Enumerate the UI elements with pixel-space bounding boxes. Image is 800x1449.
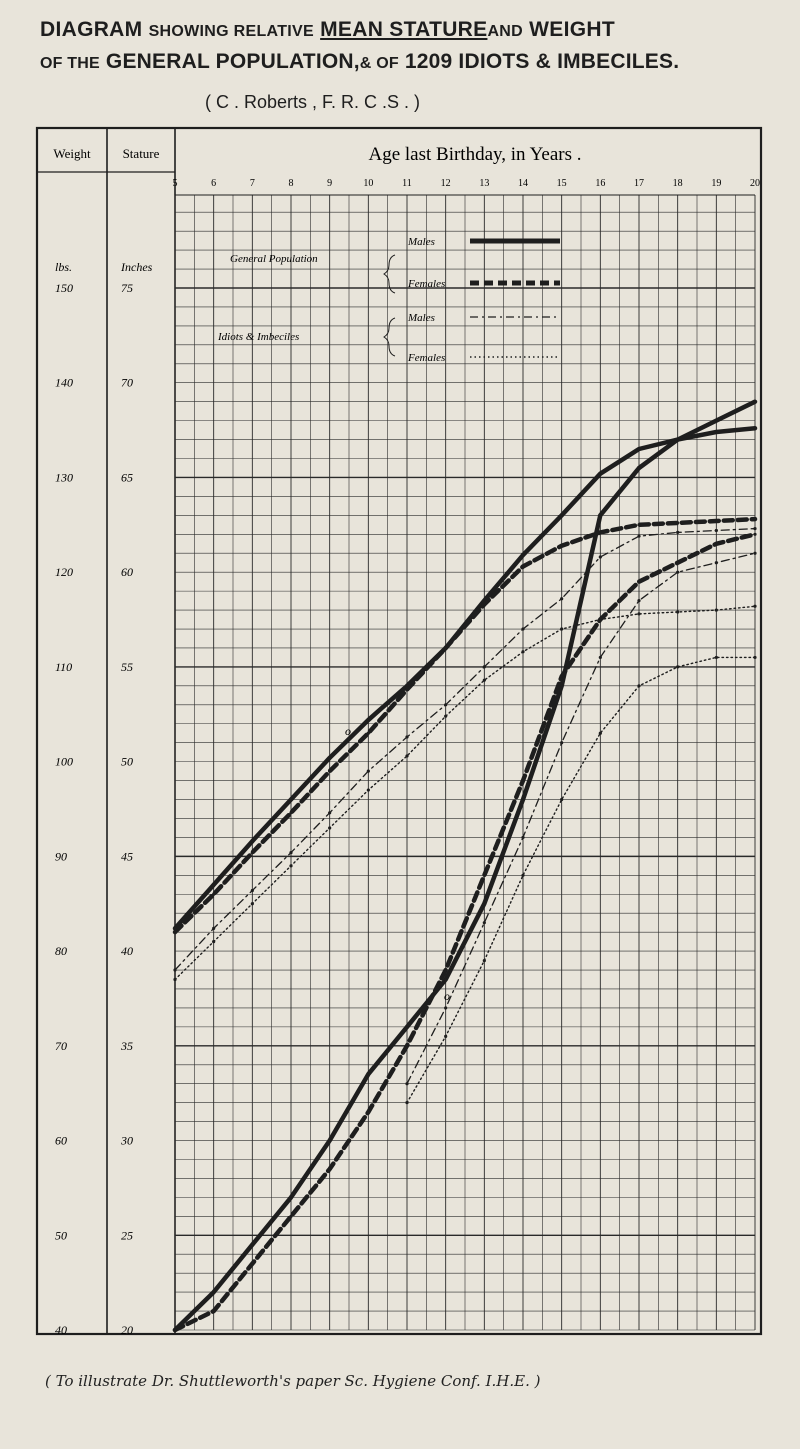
- general-males-stature-point: [637, 447, 640, 450]
- general-females-stature-point: [715, 519, 718, 522]
- idiots-females-stature-point: [483, 679, 486, 682]
- general-females-stature-point: [483, 603, 486, 606]
- weight-axis-header: Weight: [53, 146, 91, 161]
- general-females-weight-point: [753, 533, 756, 536]
- general-females-stature-point: [444, 646, 447, 649]
- age-tick-label: 10: [363, 178, 374, 189]
- general-males-stature-point: [599, 472, 602, 475]
- general-males-weight-point: [289, 1196, 292, 1199]
- stature-tick-label: 60: [121, 565, 133, 580]
- general-females-weight-point: [715, 542, 718, 545]
- weight-tick-label: 40: [55, 1323, 67, 1337]
- age-tick-label: 18: [672, 178, 683, 189]
- general-females-stature-point: [367, 732, 370, 735]
- weight-tick-label: 150: [55, 281, 73, 295]
- general-females-stature-point: [251, 851, 254, 854]
- title-idiots: 1209 IDIOTS & IMBECILES.: [404, 50, 680, 73]
- stature-tick-label: 55: [121, 659, 133, 674]
- idiots-females-stature-point: [251, 902, 254, 905]
- general-males-stature-point: [367, 718, 370, 721]
- stature-axis-header: Stature: [122, 146, 160, 161]
- weight-tick-label: 140: [55, 375, 73, 390]
- general-females-weight-point: [483, 874, 486, 877]
- general-males-weight-point: [328, 1139, 331, 1142]
- general-females-stature-point: [212, 893, 215, 896]
- title-diagram: DIAGRAM: [40, 18, 143, 41]
- legend-idiots-imbeciles: Idiots & Imbeciles: [218, 331, 300, 343]
- grid-lines: [175, 195, 755, 1330]
- chart-caption: ( To illustrate Dr. Shuttleworth's paper Sc. Hygiene Conf. I.H.E. ): [45, 1372, 541, 1390]
- idiots-females-stature-point: [367, 788, 370, 791]
- general-females-stature-point: [521, 565, 524, 568]
- idiots-females-weight-point: [483, 959, 486, 962]
- stature-tick-label: 20: [121, 1323, 133, 1337]
- age-tick-label: 5: [172, 178, 178, 189]
- general-males-stature-point: [560, 514, 563, 517]
- general-females-weight-point: [521, 779, 524, 782]
- general-males-weight-point: [367, 1073, 370, 1076]
- chart-author: ( C . Roberts , F. R. C .S . ): [205, 92, 421, 112]
- idiots-males-weight-point: [637, 599, 640, 602]
- chart-annotation: o: [345, 724, 351, 738]
- stature-tick-label: 40: [121, 944, 133, 959]
- general-females-weight-point: [405, 1044, 408, 1047]
- legend-brace-idiots: [384, 318, 395, 356]
- idiots-females-stature-point: [328, 826, 331, 829]
- idiots-males-weight-point: [405, 1082, 408, 1085]
- general-females-stature-point: [405, 688, 408, 691]
- idiots-females-weight-point: [599, 732, 602, 735]
- idiots-females-weight-point: [676, 665, 679, 668]
- idiots-males-weight-point: [444, 1006, 447, 1009]
- general-females-weight-point: [328, 1167, 331, 1170]
- general-males-weight-point: [753, 400, 756, 403]
- idiots-females-stature-point: [637, 612, 640, 615]
- idiots-females-stature-point: [173, 978, 176, 981]
- general-males-weight-point: [212, 1291, 215, 1294]
- general-females-stature-point: [328, 770, 331, 773]
- stature-tick-label: 30: [121, 1133, 133, 1148]
- general-males-stature-point: [289, 798, 292, 801]
- idiots-males-weight-point: [715, 561, 718, 564]
- age-tick-label: 6: [211, 178, 217, 189]
- age-tick-label: 14: [518, 178, 528, 189]
- idiots-females-stature-point: [444, 715, 447, 718]
- idiots-males-weight-point: [521, 836, 524, 839]
- title-and-of: & OF: [359, 55, 399, 72]
- weight-tick-label: 90: [55, 849, 67, 864]
- idiots-females-weight-point: [560, 798, 563, 801]
- stature-tick-label: 70: [121, 375, 133, 390]
- age-tick-label: 19: [711, 178, 722, 189]
- idiots-males-stature-point: [405, 735, 408, 738]
- chart-annotation: o: [444, 989, 450, 1003]
- idiots-males-stature-point: [715, 529, 718, 532]
- x-axis-title: Age last Birthday, in Years .: [368, 144, 582, 165]
- idiots-females-stature-point: [676, 610, 679, 613]
- general-females-weight-point: [676, 561, 679, 564]
- age-tick-label: 8: [288, 178, 294, 189]
- weight-tick-label: 120: [55, 565, 73, 580]
- title-showing: SHOWING RELATIVE: [148, 23, 314, 40]
- general-males-weight-point: [599, 514, 602, 517]
- general-females-weight-point: [173, 1328, 176, 1331]
- weight-tick-label: 110: [55, 659, 73, 674]
- idiots-males-weight-point: [676, 571, 679, 574]
- stature-tick-label: 50: [121, 754, 133, 769]
- general-females-weight-point: [367, 1111, 370, 1114]
- general-females-weight-point: [637, 580, 640, 583]
- idiots-males-stature-point: [444, 703, 447, 706]
- general-females-weight-point: [444, 968, 447, 971]
- weight-unit-label: lbs.: [55, 260, 73, 274]
- idiots-females-weight-point: [444, 1035, 447, 1038]
- general-males-stature-point: [753, 427, 756, 430]
- idiots-males-stature-point: [483, 665, 486, 668]
- idiots-females-weight-point: [715, 656, 718, 659]
- idiots-females-stature-point: [560, 627, 563, 630]
- idiots-males-stature-point: [328, 811, 331, 814]
- general-females-weight-point: [212, 1309, 215, 1312]
- idiots-males-stature-point: [251, 889, 254, 892]
- stature-tick-label: 45: [121, 849, 133, 864]
- chart-frame: [37, 128, 761, 1334]
- general-females-weight-point: [251, 1262, 254, 1265]
- idiots-males-stature-point: [676, 531, 679, 534]
- age-tick-label: 7: [249, 178, 255, 189]
- general-males-stature-point: [328, 756, 331, 759]
- idiots-females-stature-point: [599, 618, 602, 621]
- legend-label-males: Males: [408, 312, 435, 324]
- title-of-the: OF THE: [40, 55, 100, 72]
- idiots-males-weight-point: [753, 552, 756, 555]
- title-and: AND: [487, 23, 524, 40]
- weight-tick-label: 60: [55, 1133, 67, 1148]
- general-males-stature-point: [715, 430, 718, 433]
- stature-tick-label: 65: [121, 470, 133, 485]
- stature-unit-label: Inches: [121, 260, 153, 274]
- general-females-stature-point: [753, 518, 756, 521]
- age-tick-label: 17: [634, 178, 644, 189]
- general-males-weight-point: [483, 902, 486, 905]
- age-tick-label: 15: [556, 178, 567, 189]
- idiots-males-stature-point: [521, 627, 524, 630]
- legend-label-females: Females: [408, 278, 446, 290]
- legend-general-population: General Population: [230, 253, 318, 265]
- idiots-males-stature-point: [637, 535, 640, 538]
- age-tick-label: 9: [327, 178, 333, 189]
- idiots-females-weight-point: [521, 874, 524, 877]
- general-males-stature-point: [251, 840, 254, 843]
- age-tick-label: 12: [440, 178, 451, 189]
- idiots-males-stature-point: [753, 527, 756, 530]
- general-females-stature-point: [289, 811, 292, 814]
- idiots-females-stature-point: [212, 940, 215, 943]
- general-females-stature-point: [173, 931, 176, 934]
- idiots-females-weight-point: [637, 684, 640, 687]
- stature-tick-label: 35: [121, 1038, 133, 1053]
- idiots-females-stature-point: [753, 605, 756, 608]
- idiots-females-stature-point: [521, 650, 524, 653]
- general-females-weight-point: [289, 1215, 292, 1218]
- idiots-males-stature-point: [173, 968, 176, 971]
- idiots-males-stature-point: [560, 597, 563, 600]
- idiots-males-weight-point: [560, 741, 563, 744]
- idiots-females-weight-point: [405, 1101, 408, 1104]
- weight-tick-label: 100: [55, 754, 73, 769]
- general-males-weight-point: [637, 466, 640, 469]
- general-females-stature-point: [599, 531, 602, 534]
- idiots-males-stature-point: [599, 555, 602, 558]
- general-males-stature-point: [212, 883, 215, 886]
- idiots-males-stature-point: [289, 851, 292, 854]
- legend-label-males: Males: [408, 236, 435, 248]
- idiots-males-weight-point: [599, 656, 602, 659]
- legend-label-females: Females: [408, 352, 446, 364]
- age-tick-label: 13: [479, 178, 490, 189]
- general-males-weight-point: [676, 438, 679, 441]
- idiots-males-stature-point: [212, 927, 215, 930]
- idiots-females-stature-point: [405, 754, 408, 757]
- age-tick-label: 20: [750, 178, 760, 189]
- stature-tick-label: 75: [121, 281, 133, 295]
- weight-tick-label: 130: [55, 470, 73, 485]
- idiots-females-weight-point: [753, 656, 756, 659]
- general-males-weight-point: [405, 1025, 408, 1028]
- general-females-stature-point: [637, 523, 640, 526]
- title-mean-stature: MEAN STATURE: [320, 18, 488, 41]
- weight-tick-label: 80: [55, 944, 67, 959]
- age-tick-label: 11: [402, 178, 412, 189]
- idiots-males-weight-point: [483, 921, 486, 924]
- title-weight: WEIGHT: [529, 18, 615, 41]
- idiots-females-stature-point: [715, 608, 718, 611]
- age-tick-label: 16: [595, 178, 606, 189]
- general-females-stature-point: [676, 521, 679, 524]
- idiots-females-stature-point: [289, 864, 292, 867]
- general-males-weight-point: [251, 1243, 254, 1246]
- general-males-stature-point: [521, 554, 524, 557]
- general-males-weight-point: [444, 978, 447, 981]
- general-males-weight-point: [521, 798, 524, 801]
- stature-tick-label: 25: [121, 1228, 133, 1243]
- general-females-stature-point: [560, 544, 563, 547]
- idiots-males-stature-point: [367, 770, 370, 773]
- weight-tick-label: 70: [55, 1038, 67, 1053]
- title-general-pop: GENERAL POPULATION,: [105, 50, 360, 73]
- weight-tick-label: 50: [55, 1228, 67, 1243]
- general-females-weight-point: [560, 675, 563, 678]
- general-males-weight-point: [715, 419, 718, 422]
